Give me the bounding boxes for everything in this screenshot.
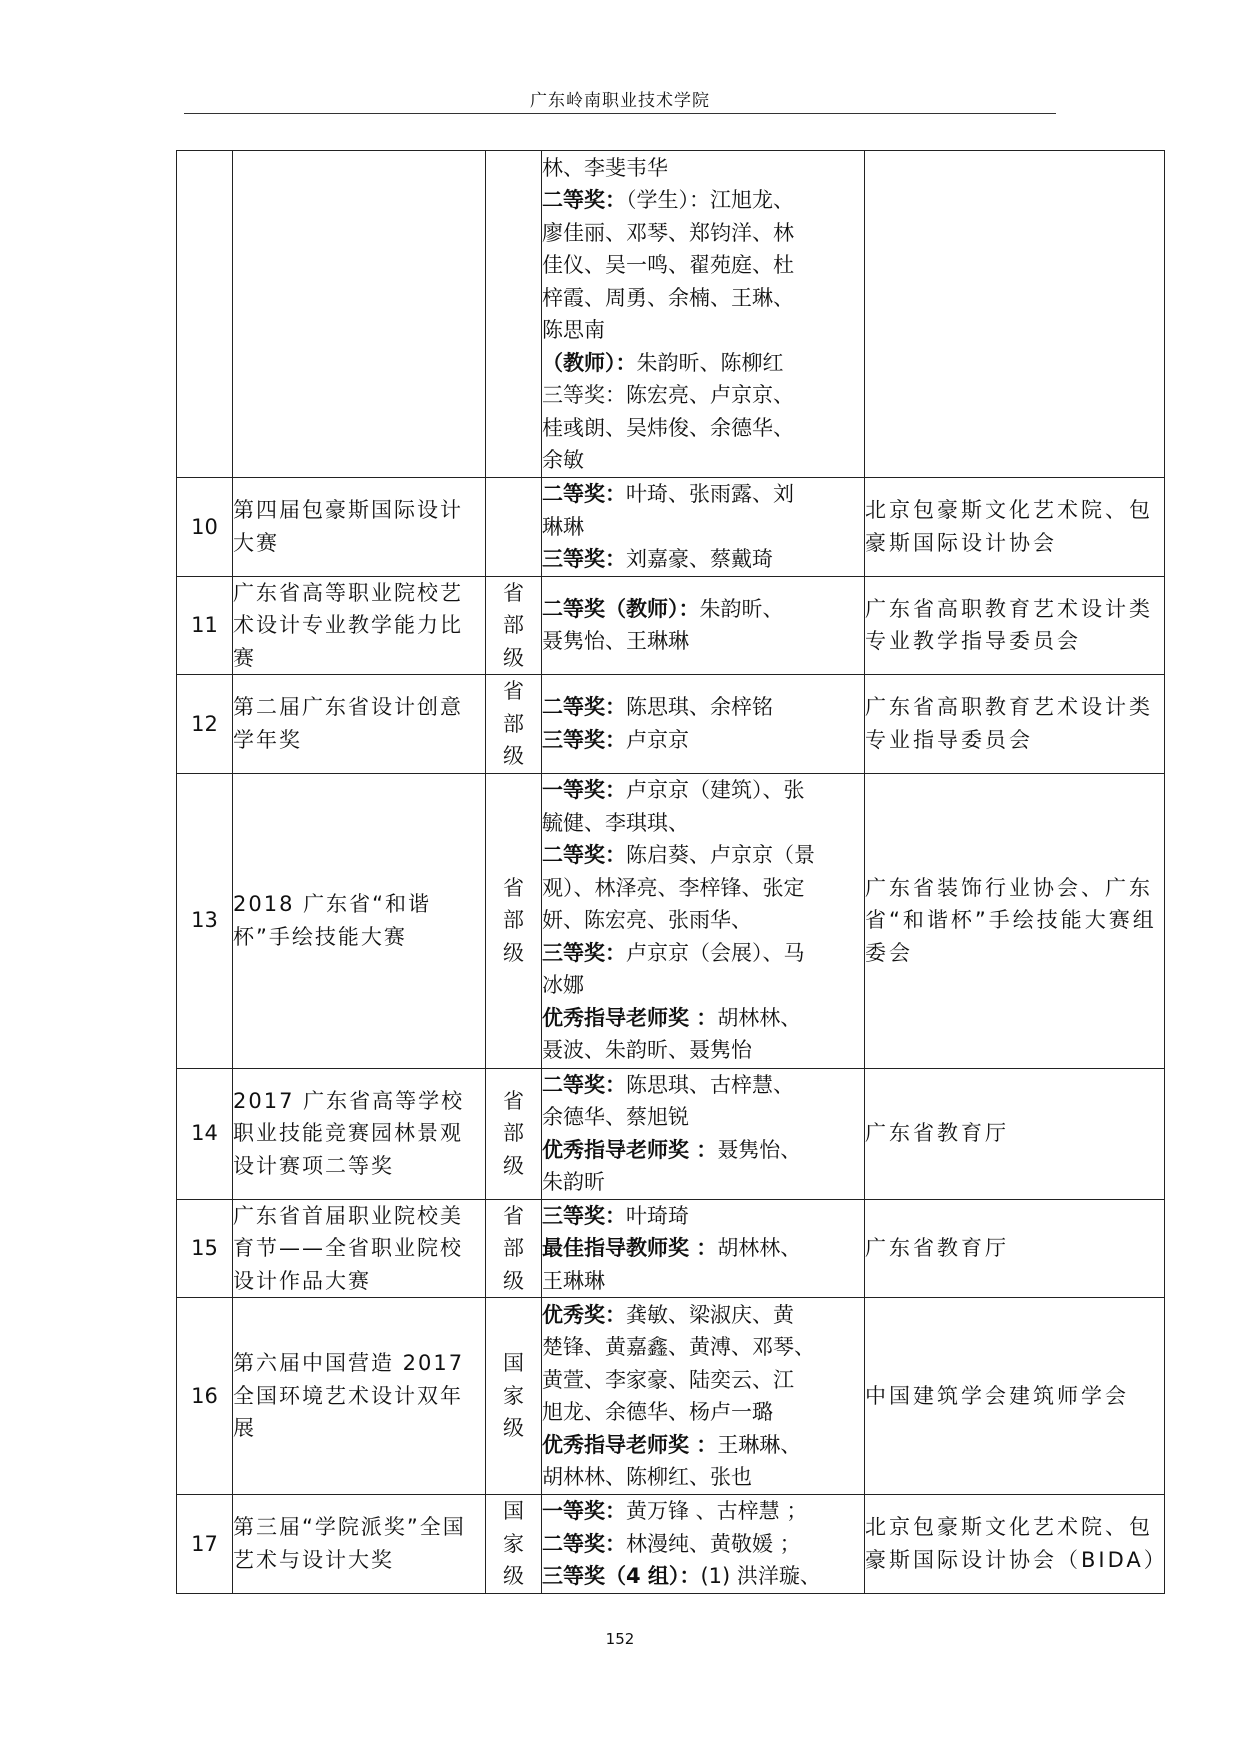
award-line [542, 1069, 864, 1102]
award-line [542, 314, 864, 347]
award-label: 二等奖： [542, 695, 626, 720]
award-line [542, 282, 864, 315]
row-number: 14 [177, 1068, 233, 1199]
organizer: 北京包豪斯文化艺术院、包豪斯国际设计协会 [865, 478, 1165, 577]
level-text: 国家级 [503, 1351, 524, 1441]
award-line [542, 511, 864, 544]
row-number: 13 [177, 773, 233, 1068]
organizer: 广东省教育厅 [865, 1068, 1165, 1199]
award-line [542, 217, 864, 250]
level-text: 省部级 [503, 1203, 524, 1293]
award-names: （学生）：江旭龙、 [626, 188, 794, 212]
award-label: 优秀指导老师奖 ： [542, 1432, 718, 1457]
award-names: 陈启葵、卢京京（景 [626, 843, 815, 868]
award-label: 二等奖： [542, 188, 626, 212]
award-list [542, 1298, 865, 1495]
award-names: 龚敏、梁淑庆、黄 [626, 1302, 794, 1327]
award-names: 叶琦、张雨露、刘 [626, 482, 794, 506]
award-names: 陈思琪、余梓铭 [626, 695, 773, 720]
award-line [542, 1232, 864, 1265]
competition-name: 第三届“学院派奖”全国艺术与设计大奖 [233, 1495, 486, 1594]
award-names: 佳仪、吴一鸣、翟苑庭、杜 [542, 253, 794, 277]
row-number: 10 [177, 478, 233, 577]
award-names: 黄萱、李家豪、陆奕云、江 [542, 1367, 794, 1392]
competition-level [486, 1298, 542, 1495]
page-number: 152 [605, 1630, 635, 1648]
competition-name: 第六届中国营造 2017 全国环境艺术设计双年展 [233, 1298, 486, 1495]
award-names: 聂隽怡、王琳琳 [542, 629, 689, 654]
level-text: 省部级 [503, 580, 524, 670]
competition-name: 2018 广东省“和谐杯”手绘技能大赛 [233, 773, 486, 1068]
competition-name: 广东省首届职业院校美育节——全省职业院校设计作品大赛 [233, 1199, 486, 1298]
award-label: 三等奖： [542, 1203, 626, 1228]
award-label: 优秀指导老师奖 ： [542, 1137, 718, 1162]
award-names: 叶琦琦 [626, 1203, 689, 1228]
award-names: 林、李斐韦华 [542, 155, 668, 180]
award-line [542, 543, 864, 576]
competition-level [486, 1068, 542, 1199]
award-list [542, 1495, 865, 1594]
award-names: 聂波、朱韵昕、聂隽怡 [542, 1038, 752, 1063]
award-names: 卢京京（建筑）、张 [626, 778, 805, 803]
award-label: （教师）： [542, 350, 637, 375]
award-names: 陈思南 [542, 318, 605, 342]
award-names: 卢京京 [626, 727, 689, 752]
award-line [542, 774, 864, 807]
award-names: 琳琳 [542, 514, 584, 539]
award-line [542, 625, 864, 658]
award-label: 二等奖： [542, 482, 626, 506]
organizer [865, 151, 1165, 478]
award-list [542, 576, 865, 675]
award-names: 王琳琳、 [717, 1432, 802, 1457]
award-line [542, 184, 864, 217]
competition-name: 2017 广东省高等学校职业技能竞赛园林景观设计赛项二等奖 [233, 1068, 486, 1199]
award-label: 二等奖： [542, 1531, 626, 1556]
award-line [542, 1134, 864, 1167]
level-text: 省部级 [503, 1088, 524, 1178]
competition-level [486, 478, 542, 577]
award-line [542, 1265, 864, 1298]
award-line [542, 872, 864, 905]
award-line [542, 1002, 864, 1035]
header-rule [184, 113, 1056, 114]
award-line [542, 839, 864, 872]
award-line [542, 478, 864, 511]
award-names: 王琳琳 [542, 1268, 605, 1293]
table-row [177, 576, 1165, 675]
award-line [542, 412, 864, 445]
award-list [542, 151, 865, 478]
award-names: 黄万锋 、古梓慧 ； [626, 1499, 808, 1523]
organizer: 广东省装饰行业协会、广东省“和谐杯”手绘技能大赛组委会 [865, 773, 1165, 1068]
award-list [542, 675, 865, 774]
organizer: 广东省高职教育艺术设计类专业指导委员会 [865, 675, 1165, 774]
award-label: 三等奖： [542, 547, 626, 571]
award-label: 二等奖（教师）： [542, 596, 700, 621]
award-names: 桂彧朗、吴炜俊、余德华、 [542, 415, 794, 440]
row-number: 16 [177, 1298, 233, 1495]
competition-level [486, 151, 542, 478]
competition-level [486, 1199, 542, 1298]
award-label: 最佳指导教师奖 ： [542, 1236, 718, 1260]
award-names: 卢京京（会展）、马 [626, 940, 805, 965]
award-line [542, 1101, 864, 1134]
award-names: 聂隽怡、 [717, 1137, 802, 1162]
award-label: 二等奖： [542, 843, 626, 868]
award-names: 观）、林泽亮、李梓锋、张定 [542, 875, 805, 900]
level-text: 省部级 [503, 679, 524, 768]
award-line [542, 593, 864, 626]
award-line [542, 1364, 864, 1397]
award-line [542, 1560, 864, 1593]
award-line [542, 1396, 864, 1429]
level-text: 省部级 [503, 875, 524, 965]
award-line [542, 724, 864, 757]
table-row [177, 675, 1165, 774]
competition-name: 第二届广东省设计创意学年奖 [233, 675, 486, 774]
award-label: 一等奖： [542, 1499, 626, 1523]
award-list [542, 1199, 865, 1298]
award-names: 楚锋、黄嘉鑫、黄溥、邓琴、 [542, 1335, 815, 1359]
award-line [542, 444, 864, 477]
award-names: 冰娜 [542, 973, 584, 998]
award-line [542, 937, 864, 970]
award-names: 林漫纯、黄敬媛 ； [626, 1531, 801, 1556]
awards-table [176, 150, 1168, 1594]
row-number: 17 [177, 1495, 233, 1594]
award-names: 陈思琪、古梓慧、 [626, 1072, 794, 1097]
award-label: 三等奖（4 组）： [542, 1564, 701, 1588]
award-line [542, 904, 864, 937]
award-names: 刘嘉豪、蔡戴琦 [626, 547, 773, 571]
award-line [542, 1528, 864, 1561]
award-label: 一等奖： [542, 778, 626, 803]
award-label: 优秀指导老师奖 ： [542, 1005, 718, 1030]
table-row [177, 773, 1165, 1068]
award-names: 余敏 [542, 448, 584, 472]
award-label: 优秀奖： [542, 1302, 626, 1327]
row-number: 15 [177, 1199, 233, 1298]
table-row [177, 1495, 1165, 1594]
award-line [542, 1166, 864, 1199]
table-row [177, 1068, 1165, 1199]
award-list [542, 1068, 865, 1199]
organizer: 广东省高职教育艺术设计类专业教学指导委员会 [865, 576, 1165, 675]
competition-level [486, 773, 542, 1068]
competition-level [486, 576, 542, 675]
award-names: 胡林林、 [717, 1005, 802, 1030]
award-line [542, 152, 864, 185]
competition-level [486, 1495, 542, 1594]
award-line [542, 1461, 864, 1494]
award-line [542, 347, 864, 380]
award-names: 梓霞、周勇、余楠、王琳、 [542, 285, 794, 310]
table-row [177, 151, 1165, 478]
award-line [542, 379, 864, 412]
competition-level [486, 675, 542, 774]
page-header: 广东岭南职业技术学院 [530, 91, 710, 111]
award-names: 廖佳丽、邓琴、郑钧洋、林 [542, 220, 794, 245]
award-list [542, 773, 865, 1068]
row-number: 12 [177, 675, 233, 774]
award-names: (1) 洪洋璇、 [700, 1564, 821, 1588]
table-row [177, 1199, 1165, 1298]
award-line [542, 1034, 864, 1067]
award-line [542, 1495, 864, 1528]
award-line [542, 249, 864, 282]
award-line [542, 1299, 864, 1332]
competition-name: 广东省高等职业院校艺术设计专业教学能力比赛 [233, 576, 486, 675]
award-names: 朱韵昕、陈柳红 [636, 350, 784, 375]
award-names: 三等奖：陈宏亮、卢京京、 [542, 383, 794, 407]
award-names: 毓健、李琪琪、 [542, 810, 689, 835]
award-line [542, 691, 864, 724]
award-line [542, 1331, 864, 1364]
award-line [542, 1200, 864, 1233]
award-names: 旭龙、余德华、杨卢一璐 [542, 1400, 773, 1424]
award-label: 二等奖： [542, 1072, 626, 1097]
award-line [542, 969, 864, 1002]
organizer: 中国建筑学会建筑师学会 [865, 1298, 1165, 1495]
award-line [542, 807, 864, 840]
award-names: 妍、陈宏亮、张雨华、 [542, 908, 752, 933]
row-number [177, 151, 233, 478]
award-names: 胡林林、陈柳红、张也 [542, 1465, 752, 1489]
row-number: 11 [177, 576, 233, 675]
competition-name: 第四届包豪斯国际设计大赛 [233, 478, 486, 577]
organizer: 广东省教育厅 [865, 1199, 1165, 1298]
award-names: 胡林林、 [717, 1236, 802, 1260]
award-line [542, 1429, 864, 1462]
award-list [542, 478, 865, 577]
award-label: 三等奖： [542, 727, 626, 752]
competition-name [233, 151, 486, 478]
level-text: 国家级 [503, 1499, 524, 1588]
award-label: 三等奖： [542, 940, 626, 965]
table-row [177, 1298, 1165, 1495]
award-names: 朱韵昕 [542, 1170, 605, 1194]
award-names: 余德华、蔡旭锐 [542, 1105, 689, 1129]
organizer: 北京包豪斯文化艺术院、包豪斯国际设计协会（BIDA） [865, 1495, 1165, 1594]
table-row [177, 478, 1165, 577]
award-names: 朱韵昕、 [699, 596, 784, 621]
